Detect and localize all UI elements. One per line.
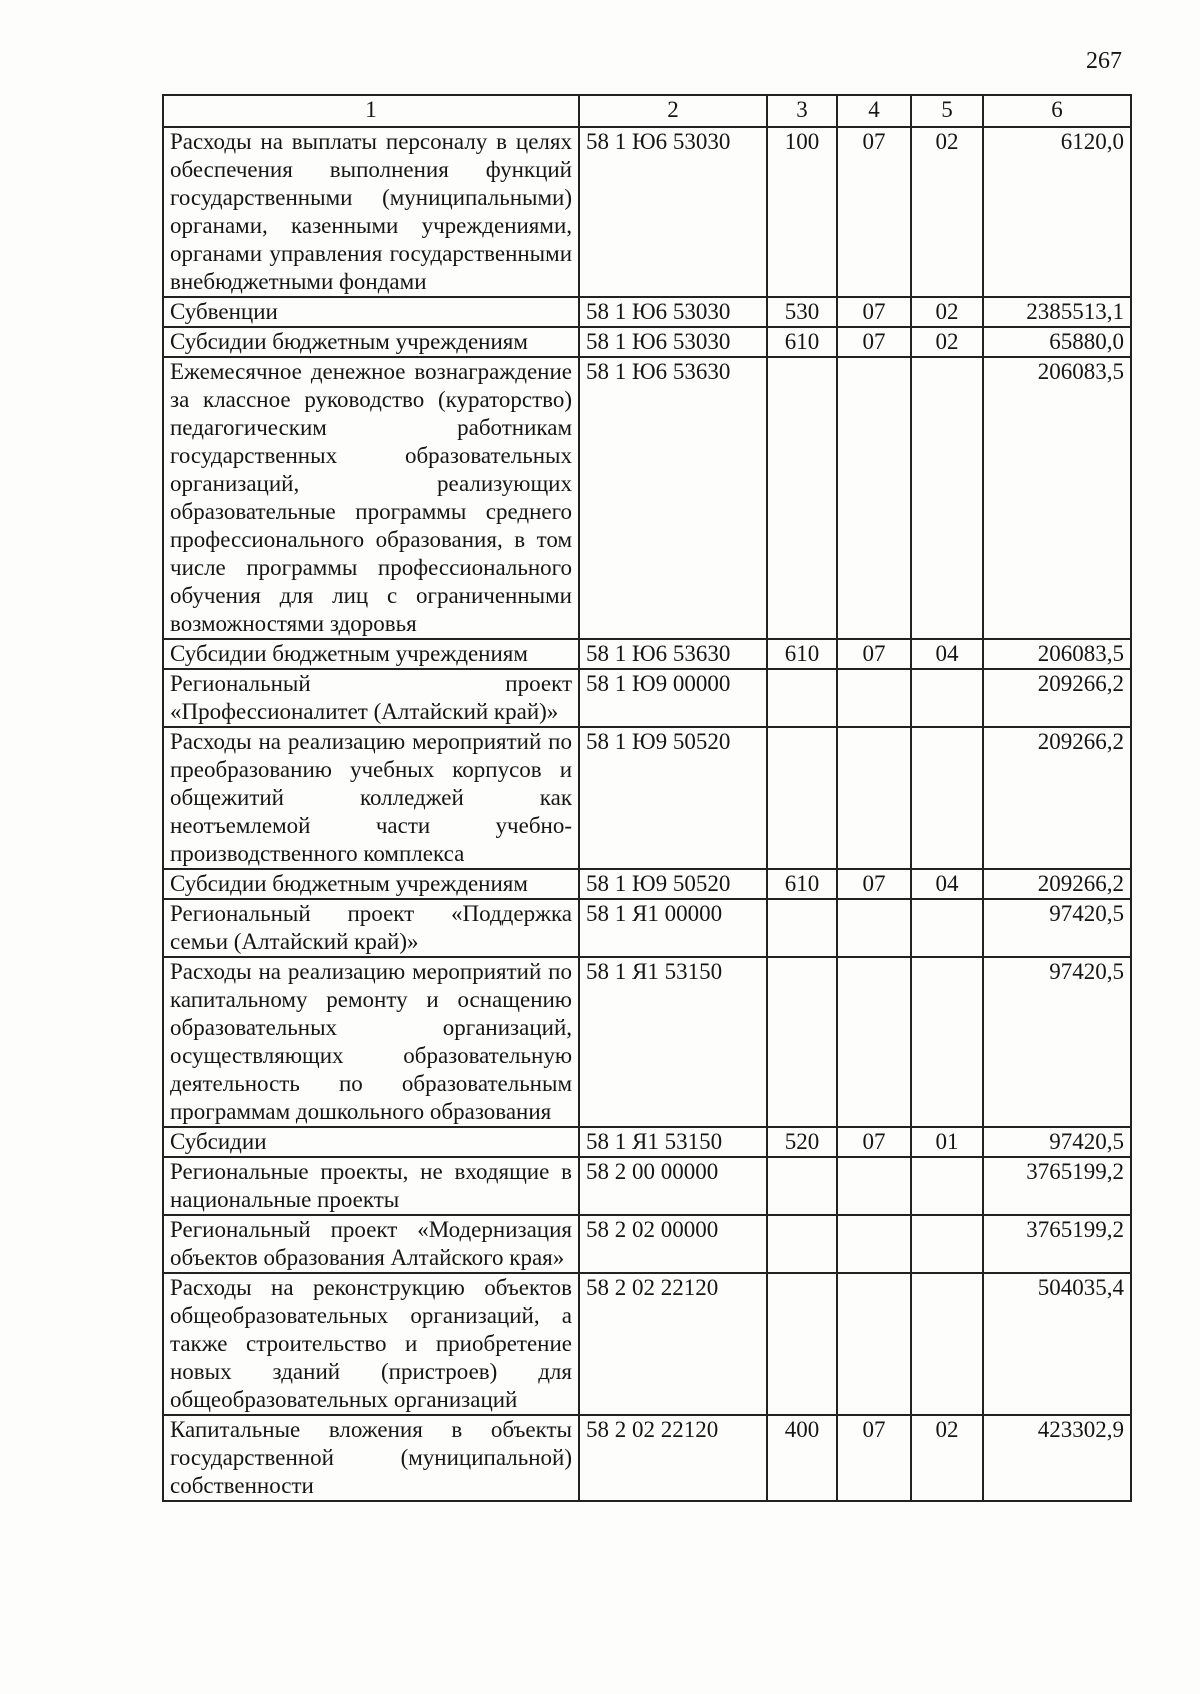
expense-type-cell bbox=[767, 727, 837, 869]
expense-name-cell: Расходы на реализацию мероприятий по капитальному ремонту и оснащению образовательных организаций, осуществляющих образовательную деятельность по образовательным программам дошкольного образования bbox=[163, 957, 579, 1127]
subsection-cell bbox=[911, 727, 983, 869]
section-cell: 07 bbox=[837, 297, 911, 327]
expense-name-cell: Капитальные вложения в объекты государственной (муниципальной) собственности bbox=[163, 1415, 579, 1501]
amount-cell: 97420,5 bbox=[983, 899, 1131, 957]
subsection-cell bbox=[911, 669, 983, 727]
section-cell bbox=[837, 669, 911, 727]
section-cell bbox=[837, 957, 911, 1127]
section-cell: 07 bbox=[837, 327, 911, 357]
amount-cell: 209266,2 bbox=[983, 727, 1131, 869]
expense-name-cell: Расходы на реализацию мероприятий по преобразованию учебных корпусов и общежитий колледжей как неотъемлемой части учебно-производственного комплекса bbox=[163, 727, 579, 869]
target-code-cell: 58 1 Ю6 53630 bbox=[579, 357, 767, 639]
amount-cell: 97420,5 bbox=[983, 1127, 1131, 1157]
section-cell bbox=[837, 727, 911, 869]
table-row bbox=[163, 1415, 1131, 1501]
header-cell-2: 2 bbox=[579, 95, 767, 127]
expense-name-cell: Субсидии бюджетным учреждениям bbox=[163, 869, 579, 899]
table-row bbox=[163, 899, 1131, 957]
section-cell bbox=[837, 899, 911, 957]
table-row bbox=[163, 1157, 1131, 1215]
target-code-cell: 58 1 Я1 53150 bbox=[579, 957, 767, 1127]
table-row bbox=[163, 297, 1131, 327]
subsection-cell bbox=[911, 1215, 983, 1273]
expense-type-cell bbox=[767, 357, 837, 639]
expense-type-cell bbox=[767, 899, 837, 957]
section-cell bbox=[837, 1157, 911, 1215]
table-row bbox=[163, 869, 1131, 899]
expense-type-cell bbox=[767, 1273, 837, 1415]
expense-name-cell: Расходы на реконструкцию объектов общеобразовательных организаций, а также строительство и приобретение новых зданий (пристроев) для общеобразовательных организаций bbox=[163, 1273, 579, 1415]
expense-type-cell: 530 bbox=[767, 297, 837, 327]
header-cell-6: 6 bbox=[983, 95, 1131, 127]
header-cell-5: 5 bbox=[911, 95, 983, 127]
amount-cell: 3765199,2 bbox=[983, 1215, 1131, 1273]
amount-cell: 65880,0 bbox=[983, 327, 1131, 357]
table-row bbox=[163, 127, 1131, 297]
section-cell bbox=[837, 1215, 911, 1273]
subsection-cell: 01 bbox=[911, 1127, 983, 1157]
target-code-cell: 58 2 00 00000 bbox=[579, 1157, 767, 1215]
subsection-cell: 02 bbox=[911, 297, 983, 327]
amount-cell: 206083,5 bbox=[983, 639, 1131, 669]
table-row bbox=[163, 1127, 1131, 1157]
expense-type-cell bbox=[767, 1157, 837, 1215]
expense-type-cell: 610 bbox=[767, 869, 837, 899]
target-code-cell: 58 1 Ю9 50520 bbox=[579, 869, 767, 899]
section-cell: 07 bbox=[837, 869, 911, 899]
expense-name-cell: Субсидии бюджетным учреждениям bbox=[163, 327, 579, 357]
header-row bbox=[163, 95, 1131, 127]
header-cell-1: 1 bbox=[163, 95, 579, 127]
amount-cell: 97420,5 bbox=[983, 957, 1131, 1127]
target-code-cell: 58 1 Ю6 53030 bbox=[579, 127, 767, 297]
subsection-cell: 04 bbox=[911, 869, 983, 899]
amount-cell: 6120,0 bbox=[983, 127, 1131, 297]
expense-name-cell: Субсидии бюджетным учреждениям bbox=[163, 639, 579, 669]
subsection-cell bbox=[911, 957, 983, 1127]
expense-type-cell: 100 bbox=[767, 127, 837, 297]
target-code-cell: 58 2 02 00000 bbox=[579, 1215, 767, 1273]
section-cell: 07 bbox=[837, 127, 911, 297]
amount-cell: 206083,5 bbox=[983, 357, 1131, 639]
subsection-cell: 02 bbox=[911, 327, 983, 357]
subsection-cell bbox=[911, 357, 983, 639]
target-code-cell: 58 1 Ю6 53630 bbox=[579, 639, 767, 669]
amount-cell: 504035,4 bbox=[983, 1273, 1131, 1415]
expense-type-cell bbox=[767, 669, 837, 727]
subsection-cell: 02 bbox=[911, 1415, 983, 1501]
table-row bbox=[163, 1215, 1131, 1273]
target-code-cell: 58 1 Я1 53150 bbox=[579, 1127, 767, 1157]
expense-type-cell: 520 bbox=[767, 1127, 837, 1157]
subsection-cell: 02 bbox=[911, 127, 983, 297]
target-code-cell: 58 1 Ю9 50520 bbox=[579, 727, 767, 869]
section-cell: 07 bbox=[837, 639, 911, 669]
table-row bbox=[163, 327, 1131, 357]
table-row bbox=[163, 1273, 1131, 1415]
subsection-cell bbox=[911, 899, 983, 957]
subsection-cell: 04 bbox=[911, 639, 983, 669]
expense-name-cell: Региональный проект «Поддержка семьи (Алтайский край)» bbox=[163, 899, 579, 957]
expense-name-cell: Региональные проекты, не входящие в национальные проекты bbox=[163, 1157, 579, 1215]
expense-type-cell: 400 bbox=[767, 1415, 837, 1501]
table-row bbox=[163, 957, 1131, 1127]
amount-cell: 2385513,1 bbox=[983, 297, 1131, 327]
amount-cell: 209266,2 bbox=[983, 869, 1131, 899]
expense-type-cell bbox=[767, 957, 837, 1127]
budget-table bbox=[162, 94, 1132, 1502]
target-code-cell: 58 1 Ю9 00000 bbox=[579, 669, 767, 727]
table-row bbox=[163, 727, 1131, 869]
expense-name-cell: Региональный проект «Модернизация объектов образования Алтайского края» bbox=[163, 1215, 579, 1273]
expense-name-cell: Субвенции bbox=[163, 297, 579, 327]
expense-name-cell: Ежемесячное денежное вознаграждение за классное руководство (кураторство) педагогическим работникам государственных образовательных организаций, реализующих образовательные программы среднего профессионального образования, в том числе программы профессионального обучения для лиц с ограниченными возможностями здоровья bbox=[163, 357, 579, 639]
section-cell: 07 bbox=[837, 1127, 911, 1157]
section-cell bbox=[837, 357, 911, 639]
expense-type-cell: 610 bbox=[767, 327, 837, 357]
page-number: 267 bbox=[1086, 48, 1122, 74]
table-row bbox=[163, 639, 1131, 669]
expense-name-cell: Субсидии bbox=[163, 1127, 579, 1157]
subsection-cell bbox=[911, 1273, 983, 1415]
target-code-cell: 58 1 Ю6 53030 bbox=[579, 327, 767, 357]
table-row bbox=[163, 669, 1131, 727]
header-cell-4: 4 bbox=[837, 95, 911, 127]
expense-type-cell bbox=[767, 1215, 837, 1273]
subsection-cell bbox=[911, 1157, 983, 1215]
section-cell bbox=[837, 1273, 911, 1415]
amount-cell: 3765199,2 bbox=[983, 1157, 1131, 1215]
expense-name-cell: Расходы на выплаты персоналу в целях обеспечения выполнения функций государственными (муниципальными) органами, казенными учреждениями, органами управления государственными внебюджетными фондами bbox=[163, 127, 579, 297]
amount-cell: 423302,9 bbox=[983, 1415, 1131, 1501]
target-code-cell: 58 1 Я1 00000 bbox=[579, 899, 767, 957]
target-code-cell: 58 1 Ю6 53030 bbox=[579, 297, 767, 327]
expense-type-cell: 610 bbox=[767, 639, 837, 669]
target-code-cell: 58 2 02 22120 bbox=[579, 1273, 767, 1415]
amount-cell: 209266,2 bbox=[983, 669, 1131, 727]
target-code-cell: 58 2 02 22120 bbox=[579, 1415, 767, 1501]
header-cell-3: 3 bbox=[767, 95, 837, 127]
table-row bbox=[163, 357, 1131, 639]
section-cell: 07 bbox=[837, 1415, 911, 1501]
expense-name-cell: Региональный проект «Профессионалитет (Алтайский край)» bbox=[163, 669, 579, 727]
